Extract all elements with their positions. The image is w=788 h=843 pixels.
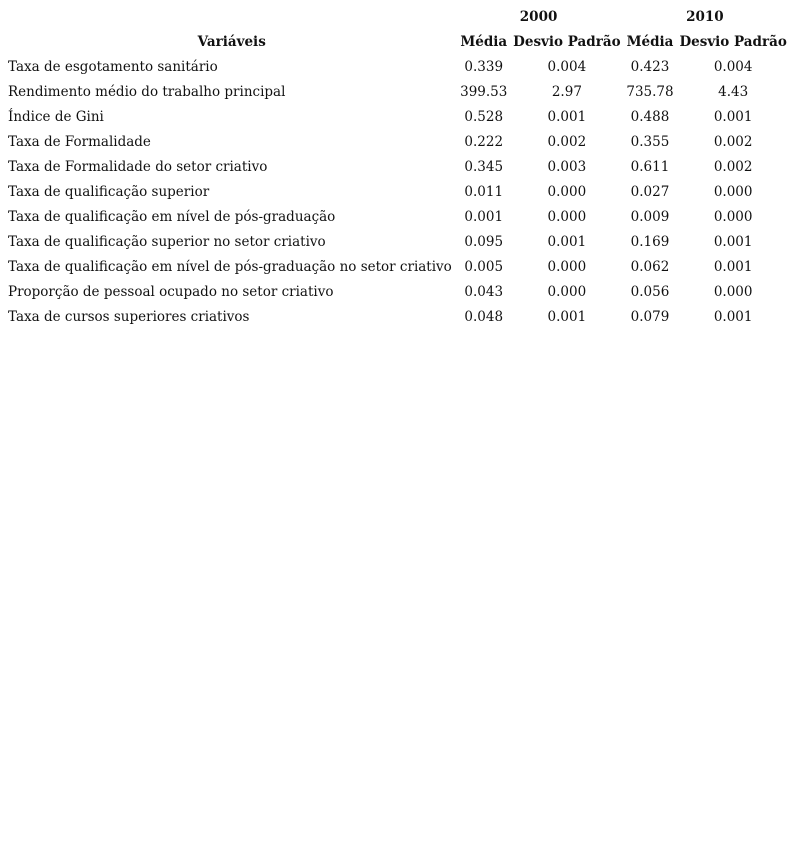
- mean-2000-value: 0.339: [464, 59, 504, 75]
- sd-2010-value: 0.000: [713, 184, 753, 200]
- column-header-row: [4, 30, 788, 55]
- mean-2000-header: Média: [460, 34, 508, 50]
- sd-2010-value: 0.001: [713, 259, 753, 275]
- table-row: [4, 105, 788, 130]
- mean-2000-value: 0.043: [464, 284, 504, 300]
- sd-2000-value: 0.002: [547, 134, 587, 150]
- sd-2000-value: 2.97: [551, 84, 582, 100]
- sd-2000-value: 0.001: [547, 309, 587, 325]
- mean-2010-value: 0.488: [630, 109, 670, 125]
- table-header: [4, 5, 788, 55]
- year-2010-header: 2010: [686, 9, 724, 25]
- table-row: [4, 130, 788, 155]
- sd-2000-value: 0.000: [547, 284, 587, 300]
- variable-label: Rendimento médio do trabalho principal: [8, 84, 286, 100]
- variable-label: Taxa de cursos superiores criativos: [8, 309, 250, 325]
- sd-2010-value: 4.43: [718, 84, 749, 100]
- sd-2010-header: Desvio Padrão: [679, 34, 787, 50]
- mean-2010-header: Média: [626, 34, 674, 50]
- mean-2010-value: 0.169: [630, 234, 670, 250]
- mean-2010-value: 0.062: [630, 259, 670, 275]
- year-header-row: [4, 5, 788, 30]
- sd-2010-value: 0.001: [713, 234, 753, 250]
- year-2000-header: 2000: [519, 9, 558, 25]
- mean-2000-value: 0.528: [464, 109, 504, 125]
- mean-2010-value: 0.611: [630, 159, 670, 175]
- mean-2000-value: 0.345: [464, 159, 504, 175]
- table-row: [4, 55, 788, 80]
- sd-2000-header: Desvio Padrão: [513, 34, 621, 50]
- mean-2000-value: 0.048: [464, 309, 504, 325]
- sd-2010-value: 0.002: [713, 134, 753, 150]
- mean-2010-value: 735.78: [626, 84, 674, 100]
- variable-label: Taxa de Formalidade: [8, 134, 151, 150]
- variables-header: Variáveis: [197, 34, 266, 50]
- sd-2000-value: 0.001: [547, 234, 587, 250]
- mean-2000-value: 0.095: [464, 234, 504, 250]
- mean-2010-value: 0.423: [630, 59, 670, 75]
- sd-2000-value: 0.003: [547, 159, 587, 175]
- sd-2000-value: 0.004: [547, 59, 587, 75]
- sd-2000-value: 0.001: [547, 109, 587, 125]
- empty-corner-cell: [4, 5, 455, 30]
- variable-label: Índice de Gini: [8, 109, 104, 125]
- mean-2010-value: 0.027: [630, 184, 670, 200]
- variable-label: Taxa de qualificação em nível de pós-graduação no setor criativo: [8, 259, 452, 275]
- mean-2000-value: 0.001: [464, 209, 504, 225]
- table-row: [4, 80, 788, 105]
- mean-2010-value: 0.079: [630, 309, 670, 325]
- sd-2000-value: 0.000: [547, 259, 587, 275]
- sd-2010-value: 0.004: [713, 59, 753, 75]
- table-row: [4, 280, 788, 305]
- table-row: [4, 155, 788, 180]
- statistics-table: [4, 5, 788, 330]
- table-row: [4, 180, 788, 205]
- sd-2010-value: 0.002: [713, 159, 753, 175]
- mean-2010-value: 0.355: [630, 134, 670, 150]
- mean-2010-value: 0.056: [630, 284, 670, 300]
- table-row: [4, 305, 788, 330]
- sd-2010-value: 0.000: [713, 284, 753, 300]
- table-row: [4, 230, 788, 255]
- sd-2000-value: 0.000: [547, 184, 587, 200]
- variable-label: Taxa de Formalidade do setor criativo: [8, 159, 268, 175]
- variable-label: Taxa de qualificação superior: [8, 184, 210, 200]
- mean-2000-value: 0.011: [464, 184, 504, 200]
- mean-2000-value: 399.53: [460, 84, 508, 100]
- mean-2010-value: 0.009: [630, 209, 670, 225]
- mean-2000-value: 0.005: [464, 259, 504, 275]
- table-row: [4, 255, 788, 280]
- mean-2000-value: 0.222: [464, 134, 504, 150]
- variable-label: Proporção de pessoal ocupado no setor criativo: [8, 284, 334, 300]
- table-body: [4, 55, 788, 330]
- variable-label: Taxa de esgotamento sanitário: [8, 59, 218, 75]
- table-row: [4, 205, 788, 230]
- sd-2010-value: 0.001: [713, 109, 753, 125]
- variable-label: Taxa de qualificação em nível de pós-graduação: [8, 209, 336, 225]
- variable-label: Taxa de qualificação superior no setor criativo: [8, 234, 326, 250]
- sd-2010-value: 0.001: [713, 309, 753, 325]
- sd-2000-value: 0.000: [547, 209, 587, 225]
- sd-2010-value: 0.000: [713, 209, 753, 225]
